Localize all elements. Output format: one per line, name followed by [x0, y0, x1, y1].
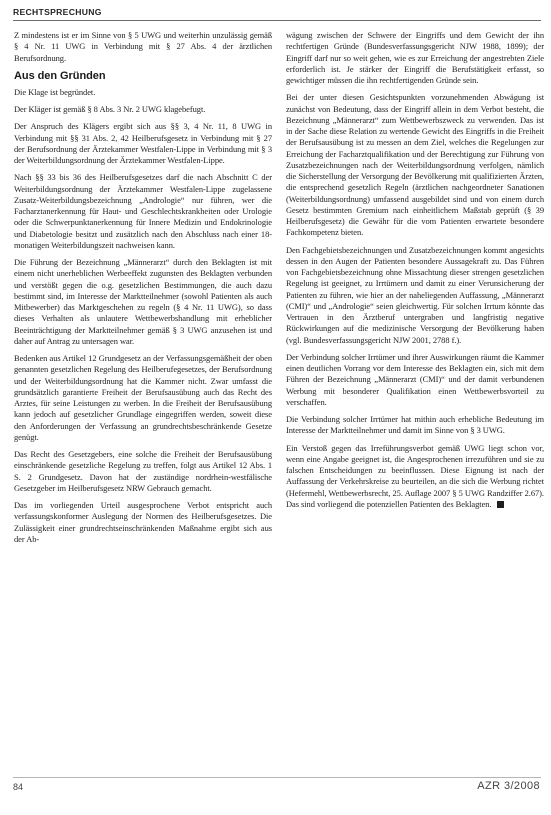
- footer-rule: [13, 777, 541, 778]
- paragraph: Nach §§ 33 bis 36 des Heilberufsgesetzes darf die nach Abschnitt C der Weiterbildungsordnung der Ärztekammer Westfalen-Lippe zugelassene Zusatz-Weiterbildungsbezeichnung „Andrologie“ nur führen, wer die Facharztanerkennung für Haut- und Geschlechtskrankheiten oder Urologie oder die Schwerpunktanerkennung für Innere Medizin und Endokrinologie und Diabetologie besitzt und zusätzlich nach den Abschluss nach einer 18-monatigen Weiterbildungszeit nachweisen kann.: [14, 172, 272, 250]
- section-label: RECHTSPRECHUNG: [13, 7, 102, 17]
- paragraph: wägung zwischen der Schwere der Eingriffs und dem Gewicht der ihn rechtfertigen Gründe (Bundesverfassungsgericht NJW 1988, 1899); der Eingriff darf nur so weit gehen, wie es zur Erreichung der angestrebten Ziele erforderlich ist. Je stärker der Eingriff die Berufstätigkeit erfasst, so gewichtiger müssen die ihn rechtfertigenden Gründe sein.: [286, 30, 544, 85]
- paragraph: Der Kläger ist gemäß § 8 Abs. 3 Nr. 2 UWG klagebefugt.: [14, 104, 206, 114]
- paragraph: Die Führung der Bezeichnung „Männerarzt“ durch den Beklagten ist mit einem nicht unerheblichen Werbeeffekt zugunsten des Beklagten verbunden und verstößt gegen die o.g. gesetzlichen Bestimmungen, die auch dazu bestimmt sind, im Interesse der Marktteilnehmer (sowohl Patienten als auch Mitbewerber) das Marktgeschehen zu regeln (§ 4 Nr. 11 UWG), so dass dieses Verhalten als unlautere Wettbewerbshandlung mit erheblicher Beeinträchtigung der Marktteilnehmer gemäß § 3 UWG anzusehen ist und daher auf Antrag zu untersagen war.: [14, 257, 272, 346]
- section-heading: Aus den Gründen: [14, 69, 106, 82]
- page-number: 84: [13, 782, 24, 792]
- paragraph: Die Verbindung solcher Irrtümer hat mithin auch erhebliche Bedeutung im Interesse der Marktteilnehmer und damit im Sinne von § 3 UWG.: [286, 414, 544, 436]
- intro-paragraph: Z mindestens ist er im Sinne von § 5 UWG und weiterhin unzulässig gemäß § 4 Nr. 11 UWG in Verbindung mit § 27 Abs. 4 der ärztlichen Berufsordnung.: [14, 30, 272, 63]
- header-rule: [13, 20, 541, 21]
- journal-issue: AZR 3/2008: [477, 780, 540, 792]
- paragraph: Der Verbindung solcher Irrtümer und ihrer Auswirkungen räumt die Kammer einen deutlichen Vorrang vor dem Interesse des Beklagten ein, sich mit dem Führen der Bezeichnung „Männerarzt (CMI)“ und der damit verbundenen Werbung mit besonderer Qualifikation einen Wettbewerbsvorteil zu verschaffen.: [286, 351, 544, 407]
- paragraph: Das im vorliegenden Urteil ausgesprochene Verbot entspricht auch verfassungskonformer Auslegung der Normen des Heilberufsgesetzes. Die Zulässigkeit einer grundrechtseinschränkenden Maßnahme ergibt sich aus der Ab-: [14, 500, 272, 544]
- paragraph: Bedenken aus Artikel 12 Grundgesetz an der Verfassungsgemäßheit der oben genannten gesetzlichen Regelung des Heilberufegesetzes, der Berufsordnung und der Weiterbildungsordnung hat die Kammer nicht. Zwar umfasst die grundsätzlich garantierte Freiheit der Berufsausübung auch das Recht des Arztes, für seine Leistungen zu werben. In die Freiheit der Berufsausübung kann jedoch auf gesetzlicher Grundlage eingegriffen werden, soweit diese den Anforderungen der Verfassung an grundrechtsbeschränkende Gesetze genügt.: [14, 353, 272, 442]
- paragraph: Das Recht des Gesetzgebers, eine solche die Freiheit der Berufsausübung einschränkende gesetzliche Regelung zu treffen, folgt aus Artikel 12 Abs. 1 S. 2 Grundgesetz. Davon hat der zuständige nordrhein-westfälische Gesetzgeber im Heilberufsgesetz NRW Gebrauch gemacht.: [14, 449, 272, 493]
- final-paragraph: [286, 443, 544, 511]
- left-column: [14, 30, 272, 551]
- paragraph: Den Fachgebietsbezeichnungen und Zusatzbezeichnungen kommt angesichts dessen in den Augen der Patienten besondere Aussagekraft zu. Das Führen von Fachgebietsbezeichnung ohne Missachtung dieser strengen gesetzlichen Regelung ist geeignet, zu Irrtümern und damit zu einer Verunsicherung der Patienten zu führen, wie hier an der naheliegenden Auffassung, „Männerarzt (CMI)“ und „Andrologie“ seien gleichwertig. Für solchen Irrtum könnte das Vertrauen in den Ärztberuf untergraben und langfristig negative Rückwirkungen auf die medizinische Versorgung der Bevölkerung haben (vgl. Bundesverfassungsgericht NJW 2001, 2788 f.).: [286, 244, 544, 345]
- paragraph: Bei der unter diesen Gesichtspunkten vorzunehmenden Abwägung ist zunächst von Bedeutung, dass der Eingriff allein in dem Verbot besteht, die Bezeichnung „Männerarzt“ zum Wettbewerbszweck zu verwenden. Das ist in der Sache diese Relation zu wertende Gewicht des Eingriffs in die Freiheit der Berufsausübung ist zu messen an dem Ziel, welches die Regelungen zur Erreichung der Facharztqualifikation und der Berechtigung zur Führung von Zusatzbezeichnungen nach der Weiterbildungsordnung verfolgen, nämlich die Sicherstellung der Versorgung der Bevölkerung mit qualifizierten Ärzten, die entsprechend gesetzlich Regeln (ärztlichen nachgeordneter Sanationen (Weiterbildungsordnung) umfassend ausgebildet sind und von einem durch Gesetz bestimmten Gremium nach einheitlichem Maßstab geprüft (§ 39 Heilberufsgesetz) die Gewähr für die vom Patienten erwartete besondere Fachkompetenz bieten.: [286, 92, 544, 238]
- paragraph: Die Klage ist begründet.: [14, 86, 96, 97]
- right-column: [286, 30, 544, 516]
- end-of-article-mark: [497, 501, 504, 508]
- paragraph: Der Anspruch des Klägers ergibt sich aus §§ 3, 4 Nr. 11, 8 UWG in Verbindung mit §§ 31 Abs. 2, 42 Heilberufsgesetz in Verbindung mit § 27 der Berufsordnung der Ärztekammer Westfalen-Lippe in Verbindung mit § 3 der Weiterbildungsordnung der Ärztekammer Westfalen-Lippe.: [14, 121, 272, 165]
- paragraph-text: Ein Verstoß gegen das Irreführungsverbot gemäß UWG liegt schon vor, wenn eine Angabe geeignet ist, die Angesprochenen irrezuführen und sie zu falschen Entscheidungen zu beeinflussen. Diese Eignung ist nach der Auffassung der Verkehrskreise zu beurteilen, an die sich die Werbung richtet (Hefermehl, Wettbewerbsrecht, 25. Auflage 2007 § 5 UWG Randziffer 2.67). Das sind vorliegend die potenziellen Patienten des Beklagten.: [286, 442, 544, 509]
